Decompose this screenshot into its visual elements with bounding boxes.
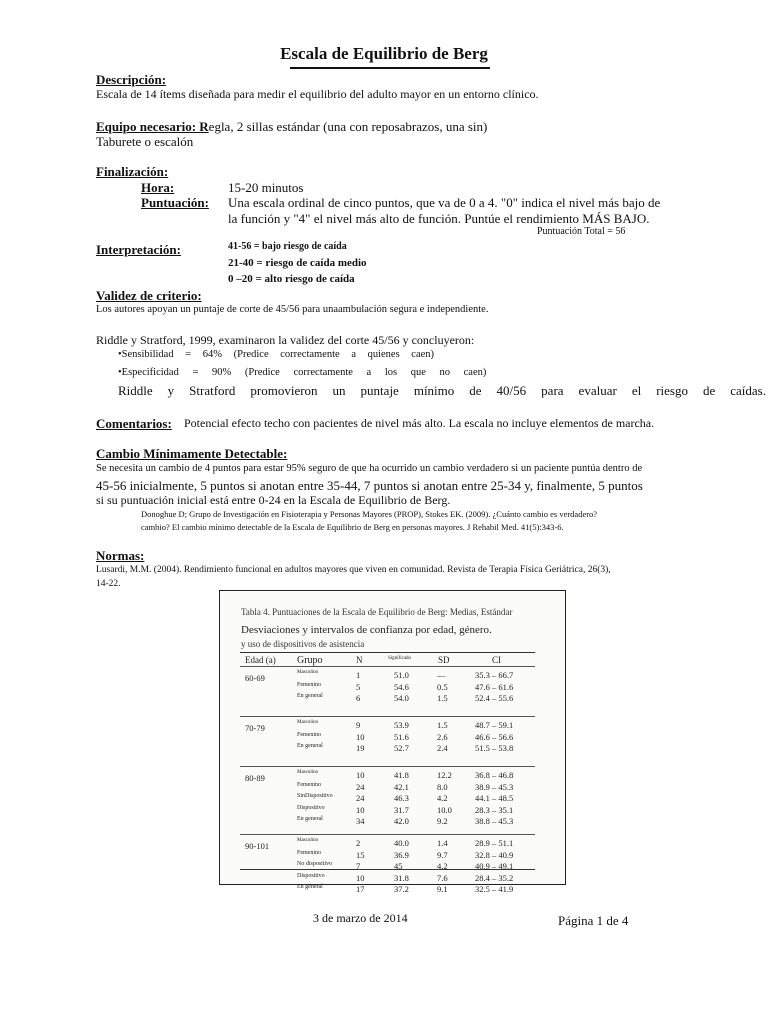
cell-age: 70-79 <box>245 723 265 733</box>
descripcion-heading: Descripción: <box>96 72 167 87</box>
cell-n: 24 <box>356 781 365 792</box>
cell-mean: 45 <box>394 861 403 871</box>
cell-ci: 28.4 – 35.2 <box>475 872 514 883</box>
cell-group: Masculino <box>297 838 319 843</box>
sensibilidad-line: •Sensibilidad = 64% (Predice correctamente a quienes caen) <box>118 349 435 360</box>
table-row <box>240 682 535 693</box>
table-row <box>240 816 535 827</box>
interpretacion-line-2: 21-40 = riesgo de caída medio <box>228 257 367 269</box>
cell-n: 9 <box>356 720 361 730</box>
cell-ci: 46.6 – 56.6 <box>475 731 514 742</box>
cell-mean: 41.8 <box>394 770 409 780</box>
cell-age: 80-89 <box>245 773 265 783</box>
cambio-ref-1: Donoghue D; Grupo de Investigación en Fisioterapia y Personas Mayores (PROP), Stokes EK. (2009). ¿Cuánto cambio es verdadero? <box>141 509 598 519</box>
table-header-row <box>240 655 535 666</box>
cell-sd: 10.0 <box>437 804 452 815</box>
equipo-text: egla, 2 sillas estándar (una con reposabrazos, una sin) <box>208 119 488 134</box>
cell-n: 17 <box>356 884 365 894</box>
cell-sd: 8.0 <box>437 781 448 792</box>
cell-age: 90-101 <box>245 841 270 851</box>
cell-mean: 53.9 <box>394 720 409 730</box>
table-caption-1: Tabla 4. Puntuaciones de la Escala de Equilibrio de Berg: Medias, Estándar <box>241 607 513 617</box>
comentarios-heading: Comentarios: <box>96 416 172 431</box>
cell-sd: 4.2 <box>437 861 448 871</box>
normas-heading: Normas: <box>96 548 145 563</box>
cell-group: En general <box>297 884 323 890</box>
cell-group: Femenino <box>297 731 321 738</box>
cell-sd: 4.2 <box>437 793 448 803</box>
cell-sd: 9.2 <box>437 816 448 826</box>
cell-mean: 36.9 <box>394 849 409 860</box>
cell-mean: 54.0 <box>394 693 409 703</box>
table-row <box>240 743 535 754</box>
cell-ci: 51.5 – 53.8 <box>475 743 514 753</box>
cell-n: 10 <box>356 770 365 780</box>
validez-heading: Validez de criterio: <box>96 288 202 303</box>
table-group-separator <box>240 834 535 835</box>
table-caption-3: y uso de dispositivos de asistencia <box>241 639 365 649</box>
footer-date: 3 de marzo de 2014 <box>313 911 408 925</box>
cell-sd: 12.2 <box>437 770 452 780</box>
col-header-sd: SD <box>438 655 450 665</box>
normas-ref-1: Lusardi, M.M. (2004). Rendimiento funcional en adultos mayores que viven en comunidad. Revista de Terapia Física Geriátrica, 26(3), <box>96 565 611 575</box>
col-header-significado: Significado <box>388 656 412 661</box>
table-caption-2: Desviaciones y intervalos de confianza por edad, género. <box>241 624 492 636</box>
cell-ci: 47.6 – 61.6 <box>475 681 514 692</box>
table-row <box>240 782 535 793</box>
cell-ci: 40.9 – 49.1 <box>475 861 514 871</box>
cell-ci: 38.8 – 45.3 <box>475 816 514 826</box>
table-row <box>240 732 535 743</box>
cell-group: Femenino <box>297 681 321 688</box>
cell-group: En general <box>297 743 323 749</box>
cell-ci: 36.8 – 46.8 <box>475 770 514 780</box>
especificidad-line: •Especificidad = 90% (Predice correctamente a los que no caen) <box>118 367 487 378</box>
cell-mean: 31.8 <box>394 872 409 883</box>
page-title: Escala de Equilibrio de Berg <box>280 44 488 63</box>
cell-mean: 52.7 <box>394 743 409 753</box>
cell-group: En general <box>297 816 323 822</box>
cell-sd: 0.5 <box>437 681 448 692</box>
cell-sd: 1.5 <box>437 693 448 703</box>
col-header-grupo: Grupo <box>297 655 323 666</box>
cell-group: Femenino <box>297 781 321 788</box>
cell-sd: 7.6 <box>437 872 448 883</box>
cambio-line-2: 45-56 inicialmente, 5 puntos si anotan entre 35-44, 7 puntos si anotan entre 25-34 y, finalmente, 5 puntos <box>96 478 643 493</box>
cell-ci: 32.8 – 40.9 <box>475 849 514 860</box>
cell-group: Dispositivo <box>297 872 325 879</box>
cell-mean: 46.3 <box>394 793 409 803</box>
table-row <box>240 793 535 804</box>
table-row <box>240 838 535 849</box>
cell-group: Masculino <box>297 770 319 775</box>
comentarios-text: Potencial efecto techo con pacientes de nivel más alto. La escala no incluye elementos de marcha. <box>184 416 655 430</box>
cell-n: 6 <box>356 693 361 703</box>
interpretacion-line-3: 0 –20 = alto riesgo de caída <box>228 273 355 285</box>
interpretacion-heading: Interpretación: <box>96 242 181 257</box>
cell-ci: 35.3 – 66.7 <box>475 670 514 680</box>
col-header-edad: Edad (a) <box>245 655 276 665</box>
cell-n: 24 <box>356 793 365 803</box>
cell-group: SinDispositivo <box>297 793 333 799</box>
riddle-promocion: Riddle y Stratford promovieron un puntaje mínimo de 40/56 para evaluar el riesgo de caídas. <box>118 383 766 398</box>
cell-mean: 51.0 <box>394 670 409 680</box>
cell-mean: 31.7 <box>394 804 409 815</box>
finalizacion-heading: Finalización: <box>96 164 169 179</box>
descripcion-text: Escala de 14 ítems diseñada para medir el equilibrio del adulto mayor en un entorno clínico. <box>96 87 539 101</box>
cell-mean: 51.6 <box>394 731 409 742</box>
table-row <box>240 805 535 816</box>
cell-mean: 37.2 <box>394 884 409 894</box>
cell-ci: 44.1 – 48.5 <box>475 793 514 803</box>
cambio-line-1: Se necesita un cambio de 4 puntos para estar 95% seguro de que ha ocurrido un cambio verdadero si un paciente puntúa dentro de <box>96 463 643 474</box>
interpretacion-line-1: 41-56 = bajo riesgo de caída <box>228 241 347 252</box>
riddle-text: Riddle y Stratford, 1999, examinaron la validez del corte 45/56 y concluyeron: <box>96 333 475 347</box>
col-header-n: N <box>356 655 363 665</box>
cell-n: 15 <box>356 849 365 860</box>
footer-page-number: Página 1 de 4 <box>558 913 629 928</box>
cell-age: 60-69 <box>245 673 265 683</box>
cell-sd: 1.5 <box>437 720 448 730</box>
table-row <box>240 693 535 704</box>
cell-n: 1 <box>356 670 361 680</box>
cell-n: 2 <box>356 838 361 848</box>
cell-ci: 32.5 – 41.9 <box>475 884 514 894</box>
table-group-separator <box>240 766 535 767</box>
equipo-line <box>96 119 487 135</box>
puntuacion-line-2: la función y "4" el nivel más alto de función. Puntúe el rendimiento MÁS BAJO. <box>228 211 650 226</box>
cambio-ref-2: cambio? El cambio mínimo detectable de la Escala de Equilibrio de Berg en personas mayores. J Rehabil Med. 41(5):343-6. <box>141 522 564 532</box>
cell-n: 10 <box>356 804 365 815</box>
cell-n: 10 <box>356 872 365 883</box>
title-underline <box>290 67 490 69</box>
cell-mean: 42.1 <box>394 781 409 792</box>
puntuacion-total: Puntuación Total = 56 <box>537 226 626 237</box>
cell-sd: 9.7 <box>437 849 448 860</box>
table-row <box>240 670 535 681</box>
cell-ci: 48.7 – 59.1 <box>475 720 514 730</box>
col-header-ci: CI <box>492 655 501 665</box>
puntuacion-label: Puntuación: <box>141 195 209 210</box>
equipo-heading: Equipo necesario: R <box>96 119 209 134</box>
cell-group: Femenino <box>297 849 321 856</box>
cell-sd: — <box>437 670 446 680</box>
validez-text: Los autores apoyan un puntaje de corte de 45/56 para unaambulación segura e independiente. <box>96 304 489 315</box>
cell-ci: 38.9 – 45.3 <box>475 781 514 792</box>
cell-group: Masculino <box>297 720 319 725</box>
puntuacion-line-1: Una escala ordinal de cinco puntos, que va de 0 a 4. "0" indica el nivel más bajo de <box>228 195 661 210</box>
cell-sd: 1.4 <box>437 838 448 848</box>
cambio-line-3: si su puntuación inicial está entre 0-24 en la Escala de Equilibrio de Berg. <box>96 493 451 507</box>
cell-n: 34 <box>356 816 365 826</box>
cell-n: 7 <box>356 861 361 871</box>
cell-mean: 42.0 <box>394 816 409 826</box>
table-group-separator <box>240 716 535 717</box>
cell-ci: 28.3 – 35.1 <box>475 804 514 815</box>
cell-ci: 28.9 – 51.1 <box>475 838 514 848</box>
cell-n: 10 <box>356 731 365 742</box>
cambio-heading: Cambio Mínimamente Detectable: <box>96 446 288 461</box>
normas-ref-2: 14-22. <box>96 579 121 589</box>
cell-sd: 9.1 <box>437 884 448 894</box>
cell-n: 5 <box>356 681 361 692</box>
hora-label: Hora: <box>141 180 175 195</box>
hora-value: 15-20 minutos <box>228 180 304 195</box>
table-row <box>240 861 535 872</box>
cell-sd: 2.6 <box>437 731 448 742</box>
cell-group: No dispositivo <box>297 861 333 867</box>
cell-group: En general <box>297 693 323 699</box>
cell-ci: 52.4 – 55.6 <box>475 693 514 703</box>
cell-n: 19 <box>356 743 365 753</box>
cell-sd: 2.4 <box>437 743 448 753</box>
table-row <box>240 770 535 781</box>
table-header-separator <box>240 666 535 667</box>
equipo-text-2: Taburete o escalón <box>96 134 194 149</box>
cell-group: Dispositivo <box>297 804 325 811</box>
cell-mean: 40.0 <box>394 838 409 848</box>
norms-table <box>240 652 535 894</box>
table-row <box>240 873 535 884</box>
cell-mean: 54.6 <box>394 681 409 692</box>
table-row <box>240 720 535 731</box>
table-row <box>240 850 535 861</box>
cell-group: Masculino <box>297 670 319 675</box>
table-row <box>240 884 535 895</box>
